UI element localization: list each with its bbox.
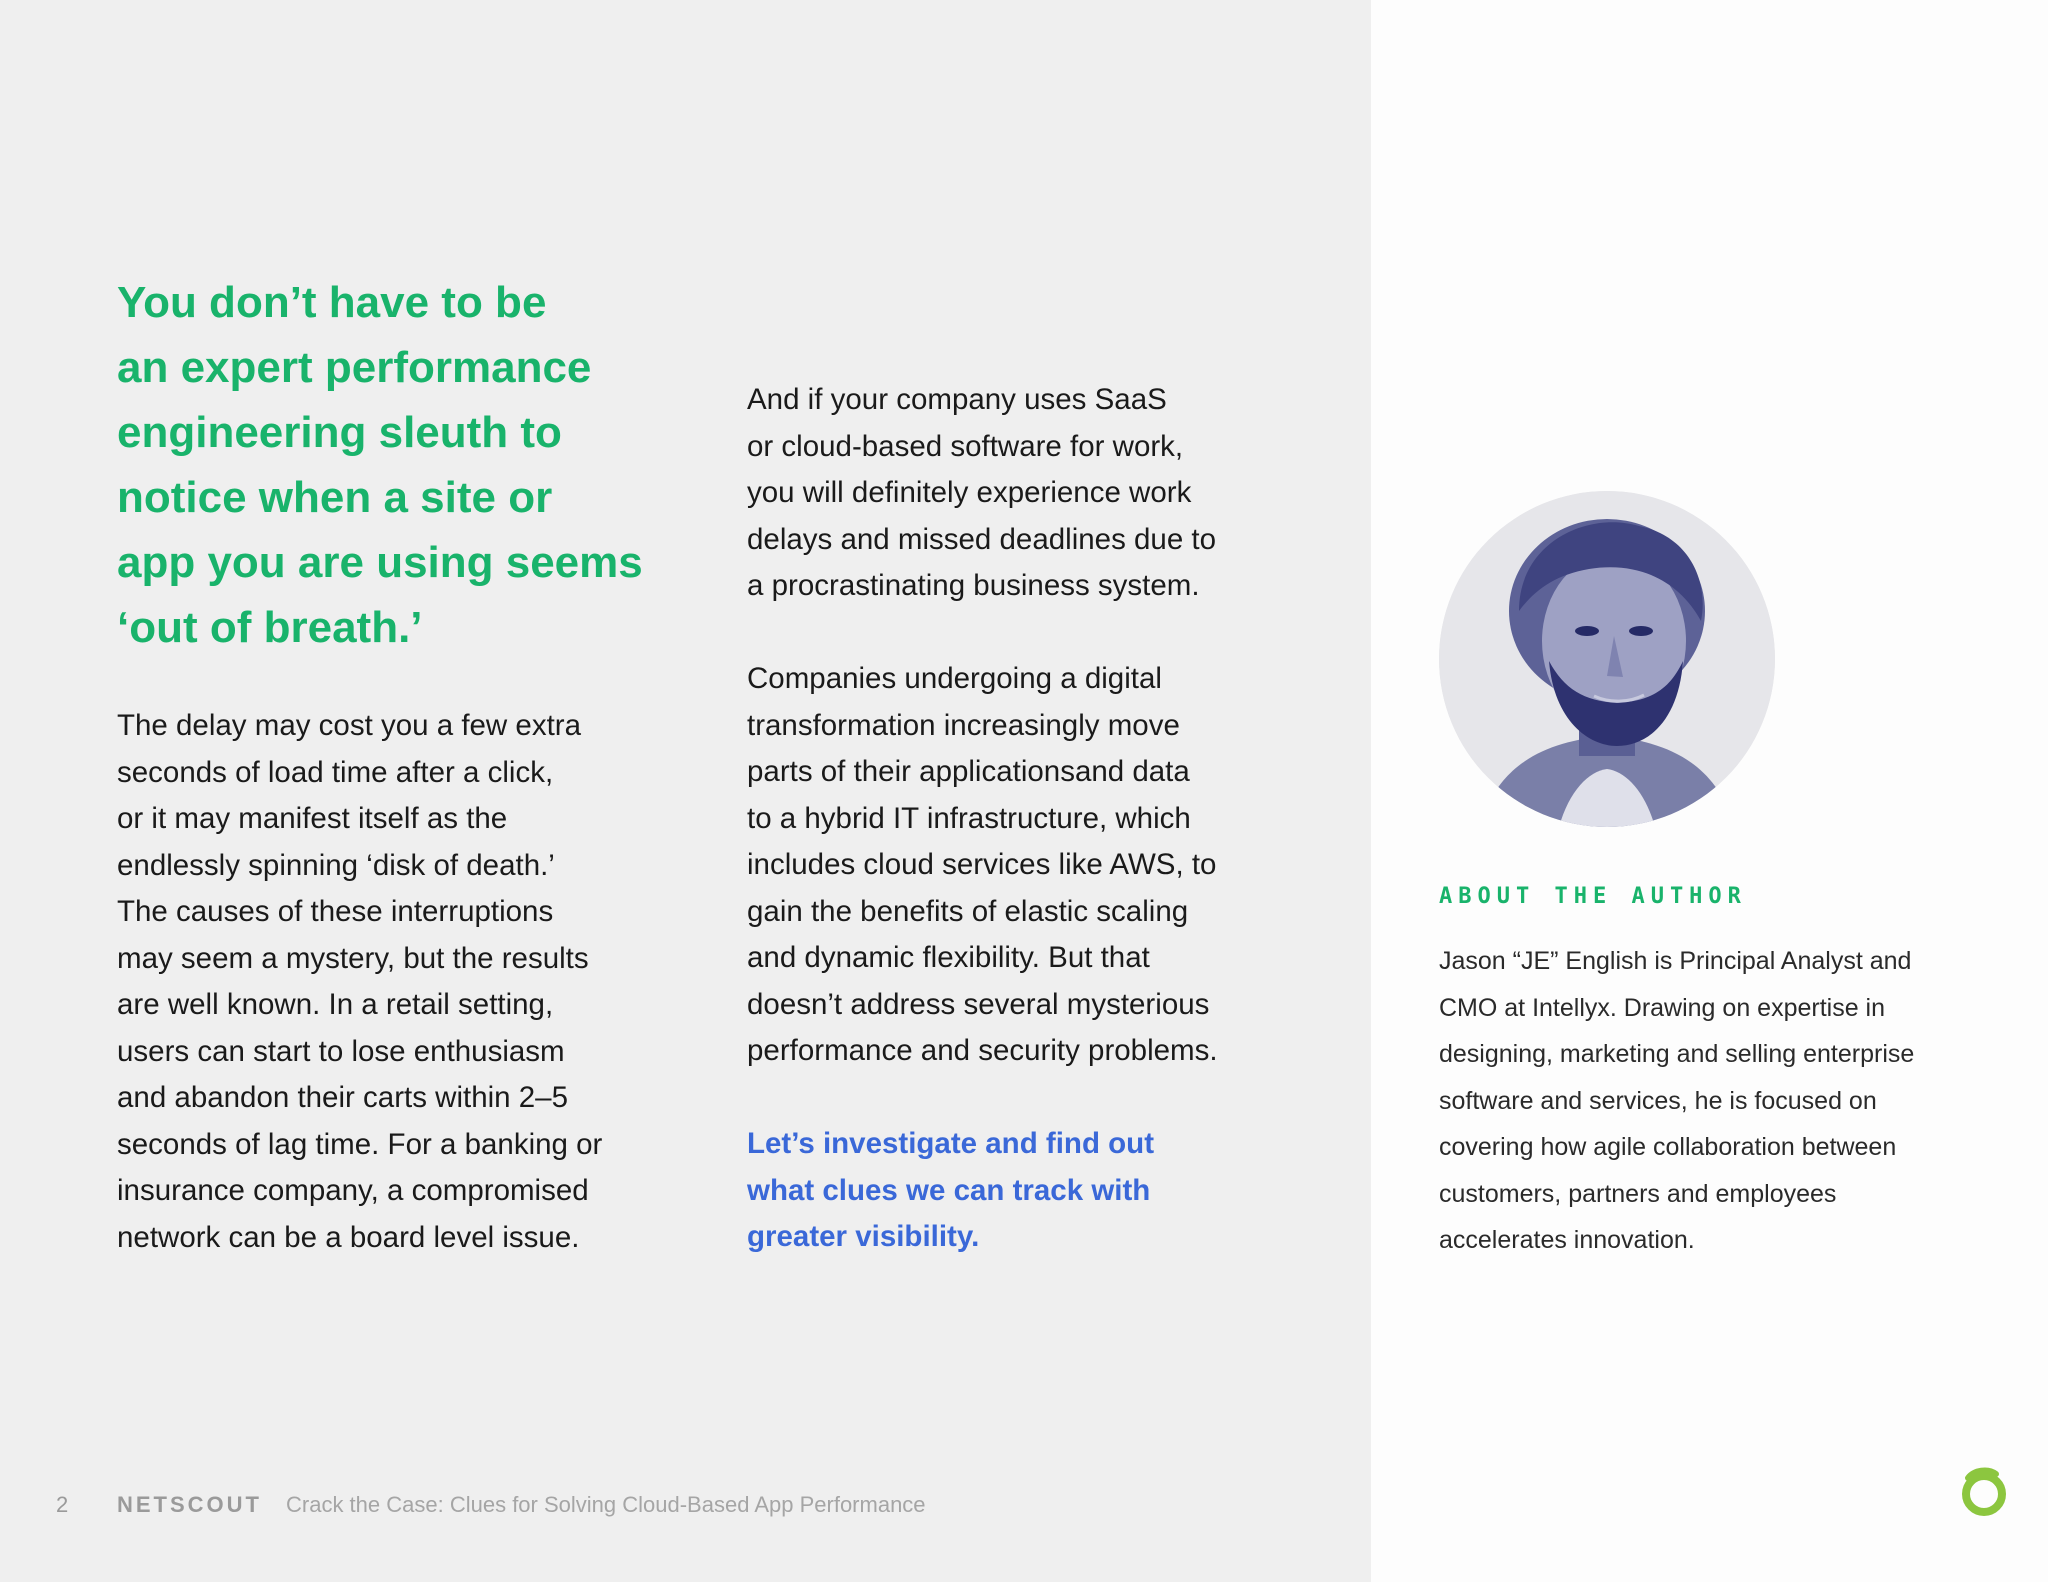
page-number: 2 xyxy=(56,1492,69,1517)
saas-paragraph: And if your company uses SaaS or cloud-based software for work, you will definitely experience work delays and missed deadlines due to a procrastinating business system. xyxy=(747,383,1217,602)
investigate-link[interactable]: Let’s investigate and find out what clues we can track with greater visibility. xyxy=(747,1127,1155,1253)
footer-doc-title: Crack the Case: Clues for Solving Cloud-Based App Performance xyxy=(286,1492,926,1517)
page-headline: You don’t have to be an expert performance engineering sleuth to notice when a site or app you are using seems ‘out of breath.’ xyxy=(117,278,643,652)
footer-brand: NETSCOUT xyxy=(117,1492,262,1517)
netscout-logo-icon xyxy=(1958,1464,2014,1520)
about-author-heading: ABOUT THE AUTHOR xyxy=(1439,884,1747,909)
author-bio: Jason “JE” English is Principal Analyst and CMO at Intellyx. Drawing on expertise in designing, marketing and selling enterprise software and services, he is focused on covering how agile collaboration between customers, partners and employees accelerates innovation. xyxy=(1439,947,1915,1254)
author-avatar xyxy=(1439,491,1775,827)
digital-transformation-paragraph: Companies undergoing a digital transformation increasingly move parts of their applicationsand data to a hybrid IT infrastructure, which includes cloud services like AWS, to gain the benefits of elastic scaling and dynamic flexibility. But that doesn’t address several mysterious performance and security problems. xyxy=(747,662,1218,1067)
intro-paragraph: The delay may cost you a few extra seconds of load time after a click, or it may manifest itself as the endlessly spinning ‘disk of death.’ The causes of these interruptions may seem a mystery, but the results are well known. In a retail setting, users can start to lose enthusiasm and abandon their carts within 2–5 seconds of lag time. For a banking or insurance company, a compromised network can be a board level issue. xyxy=(117,709,603,1254)
author-portrait xyxy=(1439,491,1775,827)
